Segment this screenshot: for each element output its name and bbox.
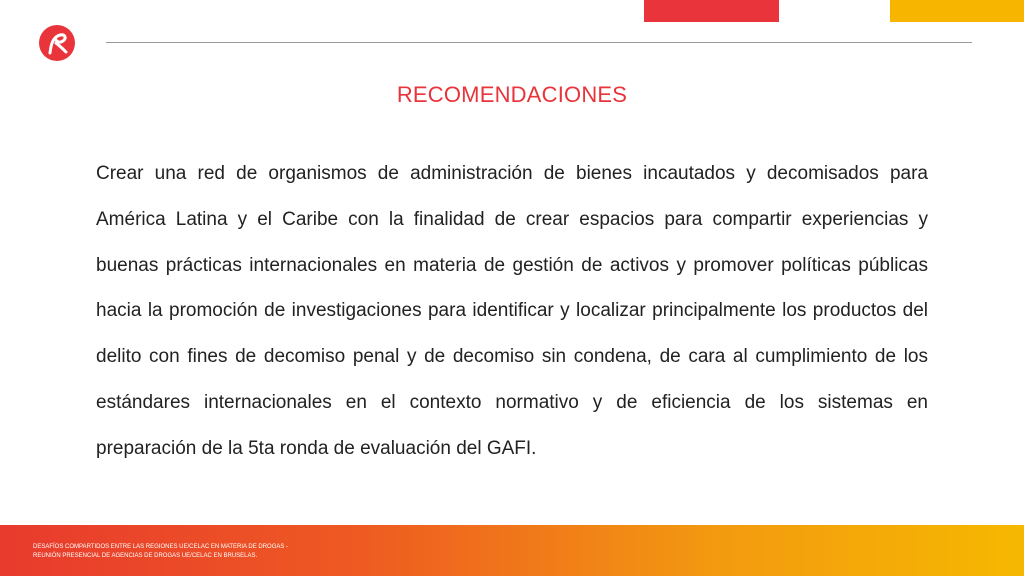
slide-title: RECOMENDACIONES xyxy=(396,82,628,107)
brand-logo-icon xyxy=(38,24,76,62)
footer-line-2: REUNIÓN PRESENCIAL DE AGENCIAS DE DROGAS UE/CELAC EN BRUSELAS. xyxy=(33,553,258,559)
footer-line-1: DESAFÍOS COMPARTIDOS ENTRE LAS REGIONES UE/CELAC EN MATERIA DE DROGAS - xyxy=(33,544,289,550)
footer-caption xyxy=(33,543,288,561)
top-accent-red-bar xyxy=(644,0,779,22)
header-divider xyxy=(106,42,972,43)
footer-band xyxy=(0,525,1024,576)
top-accent-yellow-bar xyxy=(890,0,1024,22)
recommendation-paragraph: Crear una red de organismos de administración de bienes incautados y decomisados para América Latina y el Caribe con la finalidad de crear espacios para compartir experiencias y buenas prácticas internacionales en materia de gestión de activos y promover políticas públicas hacia la promoción de investigaciones para identificar y localizar principalmente los productos del delito con fines de decomiso penal y de decomiso sin condena, de cara al cumplimiento de los estándares internacionales en el contexto normativo y de eficiencia de los sistemas en preparación de la 5ta ronda de evaluación del GAFI. xyxy=(96,163,928,459)
